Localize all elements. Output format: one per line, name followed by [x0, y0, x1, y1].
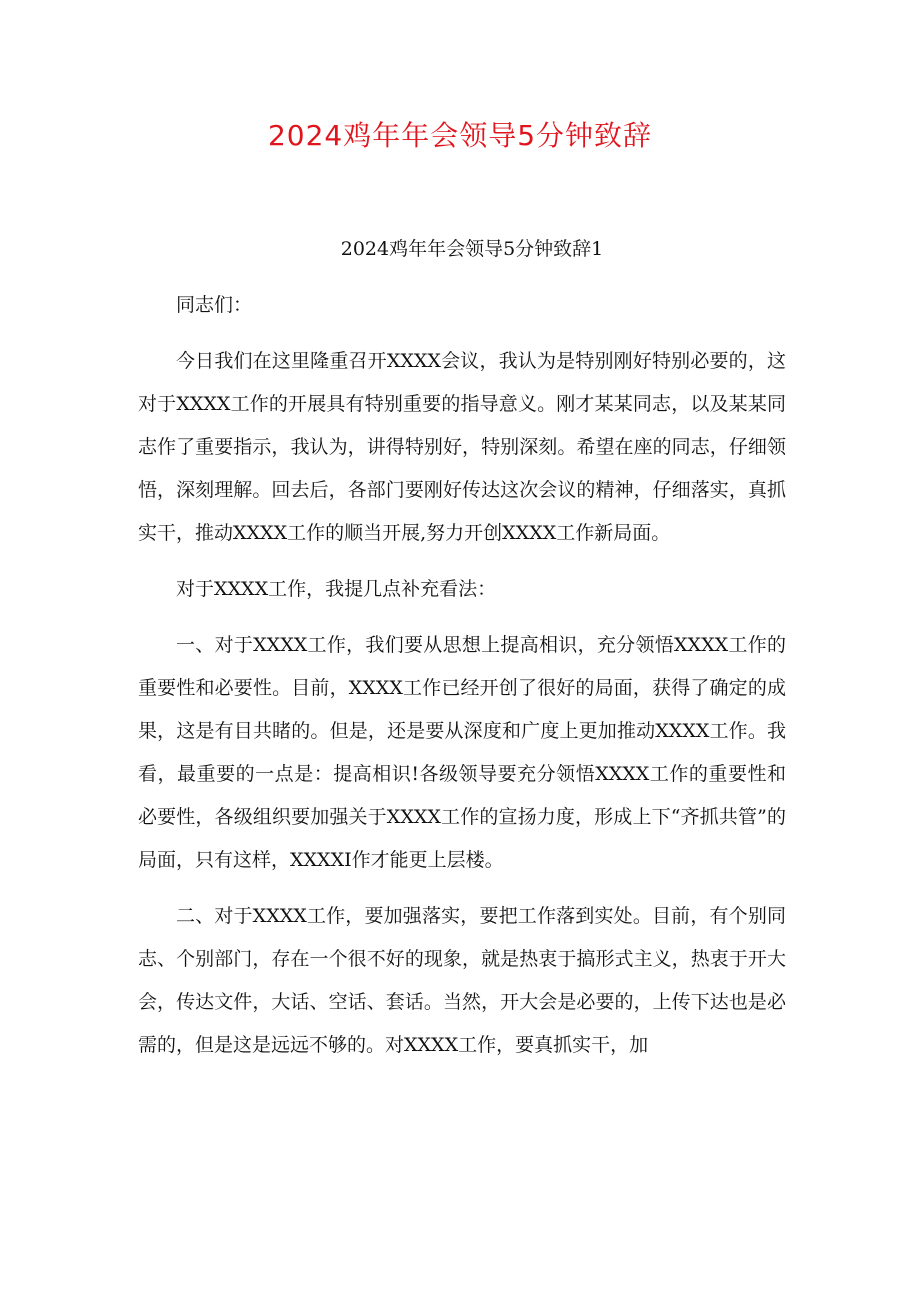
document-body — [138, 228, 786, 1080]
paragraph-opening: 今日我们在这里隆重召开XXXX会议，我认为是特别刚好特别必要的，这对于XXXX工作的开展具有特别重要的指导意义。刚才某某同志，以及某某同志作了重要指示，我认为，讲得特别好，特别深刻。希望在座的同志，仔细领悟，深刻理解。回去后，各部门要刚好传达这次会议的精神，仔细落实，真抓实干，推动XXXX工作的顺当开展,努力开创XXXX工作新局面。 — [138, 350, 786, 544]
section-title: 2024鸡年年会领导5分钟致辞1 — [340, 238, 604, 260]
paragraph-point-one: 一、对于XXXX工作，我们要从思想上提高相识，充分领悟XXXX工作的重要性和必要性。目前，XXXX工作已经开创了很好的局面，获得了确定的成果，这是有目共睹的。但是，还是要从深度和广度上更加推动XXXX工作。我看，最重要的一点是：提高相识!各级领导要充分领悟XXXX工作的重要性和必要性，各级组织要加强关于XXXX工作的宣扬力度，形成上下“齐抓共管”的局面，只有这样，XXXXI作才能更上层楼。 — [138, 634, 786, 871]
document-title: 2024鸡年年会领导5分钟致辞 — [267, 119, 653, 152]
paragraph-point-two: 二、对于XXXX工作，要加强落实，要把工作落到实处。目前，有个别同志、个别部门，存在一个很不好的现象，就是热衷于搞形式主义，热衷于开大会，传达文件，大话、空话、套话。当然，开大会是必要的，上传下达也是必需的，但是这是远远不够的。对XXXX工作，要真抓实干，加 — [138, 905, 786, 1056]
salutation: 同志们： — [176, 294, 253, 316]
paragraph-intro-points: 对于XXXX工作，我提几点补充看法： — [176, 578, 497, 600]
